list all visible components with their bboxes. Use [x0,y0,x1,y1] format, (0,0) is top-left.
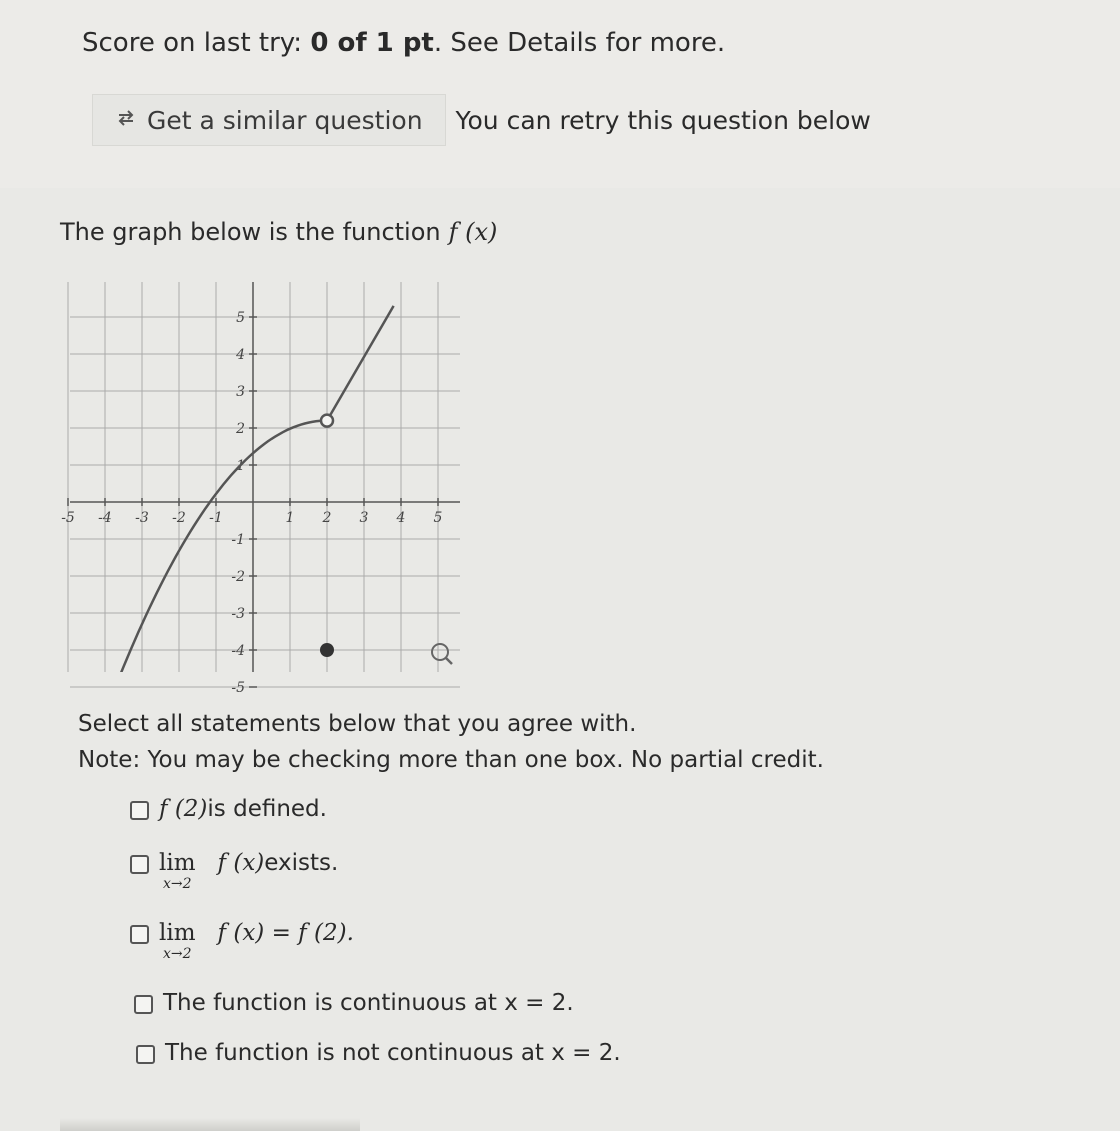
repeat-icon [115,106,137,135]
instructions [78,706,824,778]
y-tick-label: -3 [231,606,245,622]
limit-subscript: x→2 [162,946,192,962]
score-suffix: . See Details for more. [433,28,726,58]
limit-operator [159,850,196,892]
option-math: f (2) [159,796,208,822]
limit-word: lim [159,850,196,876]
option-math: f (x) = f (2). [217,920,354,946]
score-value: 0 of 1 pt [310,28,434,58]
option-limit-exists[interactable] [130,850,338,892]
y-tick-label: 2 [236,421,245,437]
option-text: exists. [264,850,339,876]
question-prompt [60,218,497,246]
x-tick-label: 5 [433,510,443,526]
y-tick-label: -5 [231,680,245,696]
open-point [321,415,333,427]
instruction-line-1: Select all statements below that you agree with. [78,711,637,737]
limit-subscript: x→2 [162,876,192,892]
instruction-line-2: Note: You may be checking more than one box. No partial credit. [78,747,824,773]
prompt-function: f (x) [448,218,498,246]
option-text: The function is continuous at x = 2. [163,990,574,1016]
similar-question-button[interactable] [92,94,446,146]
checkbox[interactable] [130,925,149,944]
option-text: The function is not continuous at x = 2. [165,1040,621,1066]
x-tick-label: -1 [209,510,223,526]
x-tick-label: -3 [135,510,149,526]
x-tick-label: -2 [172,510,186,526]
similar-row [92,94,871,146]
y-tick-label: -1 [231,532,245,548]
option-f2-defined[interactable] [130,796,327,822]
checkbox[interactable] [130,801,149,820]
x-tick-label: 1 [285,510,295,526]
y-tick-label: 1 [236,458,245,474]
closed-point [320,643,334,657]
limit-word: lim [159,920,196,946]
checkbox[interactable] [130,855,149,874]
retry-text: You can retry this question below [455,105,871,135]
x-tick-label: 3 [359,510,369,526]
x-tick-label: -4 [98,510,112,526]
y-tick-label: -4 [231,643,245,659]
option-not-continuous[interactable] [136,1040,621,1066]
function-graph [61,282,470,696]
prompt-text: The graph below is the function [60,218,441,246]
next-section-edge [60,1118,360,1131]
option-limit-equals-f2[interactable] [130,920,354,962]
similar-question-label: Get a similar question [147,105,423,135]
score-line [82,28,725,58]
option-math: f (x) [217,850,265,876]
score-prefix: Score on last try: [82,28,311,58]
option-continuous[interactable] [134,990,574,1016]
checkbox[interactable] [134,995,153,1014]
x-tick-label: 4 [396,510,406,526]
x-tick-label: 2 [322,510,332,526]
y-tick-label: 5 [236,310,245,326]
y-tick-label: -2 [231,569,245,585]
checkbox[interactable] [136,1045,155,1064]
y-tick-label: 3 [236,384,245,400]
option-text: is defined. [207,796,327,822]
limit-operator [159,920,196,962]
x-tick-label: -5 [61,510,75,526]
y-tick-label: 4 [236,347,245,363]
